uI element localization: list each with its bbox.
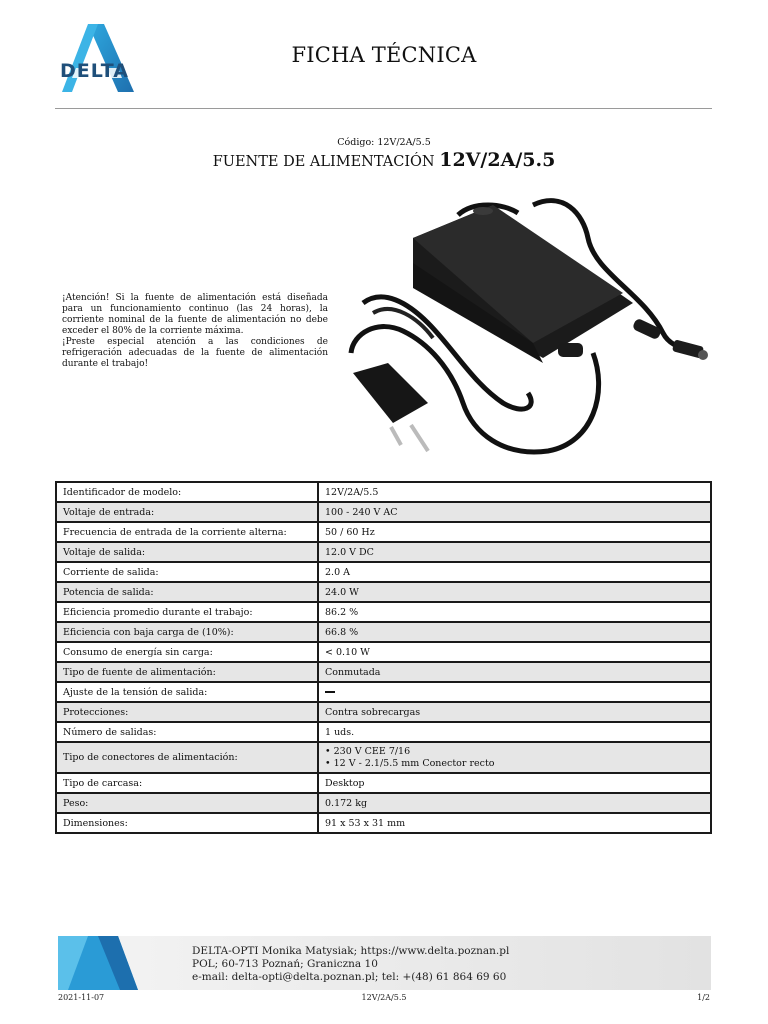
power-adapter-photo [333,193,713,458]
company-info [192,945,509,984]
spec-value: 12V/2A/5.5 [318,482,711,502]
spec-value: 91 x 53 x 31 mm [318,813,711,833]
spec-value: Contra sobrecargas [318,702,711,722]
spec-label: Consumo de energía sin carga: [56,642,318,662]
spec-label: Tipo de fuente de alimentación: [56,662,318,682]
spec-value: 12.0 V DC [318,542,711,562]
spec-value: 1 uds. [318,722,711,742]
spec-label: Eficiencia con baja carga de (10%): [56,622,318,642]
spec-value [318,742,711,773]
product-name-prefix: FUENTE DE ALIMENTACIÓN [212,154,435,170]
table-row [56,582,711,602]
table-row [56,813,711,833]
table-row [56,482,711,502]
table-row [56,522,711,542]
logo-wordmark: DELTA [60,60,129,82]
spec-label: Voltaje de salida: [56,542,318,562]
connector-1: • 230 V CEE 7/16 [325,745,411,757]
product-code: Código: 12V/2A/5.5 [337,137,431,148]
table-row [56,662,711,682]
table-row [56,722,711,742]
spec-label: Número de salidas: [56,722,318,742]
spec-label: Potencia de salida: [56,582,318,602]
company-line-1: DELTA-OPTI Monika Matysiak; https://www.delta.poznan.pl [192,945,510,957]
spec-value: 86.2 % [318,602,711,622]
spec-label: Tipo de carcasa: [56,773,318,793]
page-number: 1/2 [697,993,710,1002]
product-model: 12V/2A/5.5 [439,149,556,171]
spec-value: < 0.10 W [318,642,711,662]
table-row [56,642,711,662]
product-name [0,149,768,171]
spec-label: Peso: [56,793,318,813]
table-row [56,622,711,642]
footer-date: 2021-11-07 [58,993,105,1002]
spec-value: 66.8 % [318,622,711,642]
connector-2: • 12 V - 2.1/5.5 mm Conector recto [325,757,495,769]
spec-label: Corriente de salida: [56,562,318,582]
spec-value: 100 - 240 V AC [318,502,711,522]
table-row [56,742,711,773]
spec-value: 2.0 A [318,562,711,582]
table-row [56,502,711,522]
footer-model: 12V/2A/5.5 [361,993,407,1002]
warning-text [62,293,328,370]
warning-line-1: ¡Atención! Si la fuente de alimentación está diseñada para un funcionamiento continuo (las 24 horas), la corriente nominal de la fuente de alimentación no debe exceder el 80% de la corriente máxima. [62,293,328,336]
spec-table [55,481,712,834]
header-divider [55,108,712,109]
spec-label: Identificador de modelo: [56,482,318,502]
spec-label: Ajuste de la tensión de salida: [56,682,318,702]
warning-line-2: ¡Preste especial atención a las condiciones de refrigeración adecuadas de la fuente de alimentación durante el trabajo! [62,337,328,369]
table-row [56,542,711,562]
table-row [56,702,711,722]
company-line-2: POL; 60-713 Poznań; Graniczna 10 [192,958,378,970]
footer-logo [58,936,153,990]
spec-label: Protecciones: [56,702,318,722]
spec-value: 0.172 kg [318,793,711,813]
table-row [56,602,711,622]
spec-label: Voltaje de entrada: [56,502,318,522]
document-title: FICHA TÉCNICA [291,43,477,67]
spec-value: 24.0 W [318,582,711,602]
spec-label: Tipo de conectores de alimentación: [56,742,318,773]
dash-icon [325,691,335,693]
table-row [56,793,711,813]
spec-label: Eficiencia promedio durante el trabajo: [56,602,318,622]
table-row [56,562,711,582]
spec-value [318,682,711,702]
spec-value: Conmutada [318,662,711,682]
spec-label: Dimensiones: [56,813,318,833]
spec-label: Frecuencia de entrada de la corriente alterna: [56,522,318,542]
company-line-3: e-mail: delta-opti@delta.poznan.pl; tel: +(48) 61 864 69 60 [192,971,507,983]
spec-value: 50 / 60 Hz [318,522,711,542]
spec-value: Desktop [318,773,711,793]
table-row [56,682,711,702]
table-row [56,773,711,793]
